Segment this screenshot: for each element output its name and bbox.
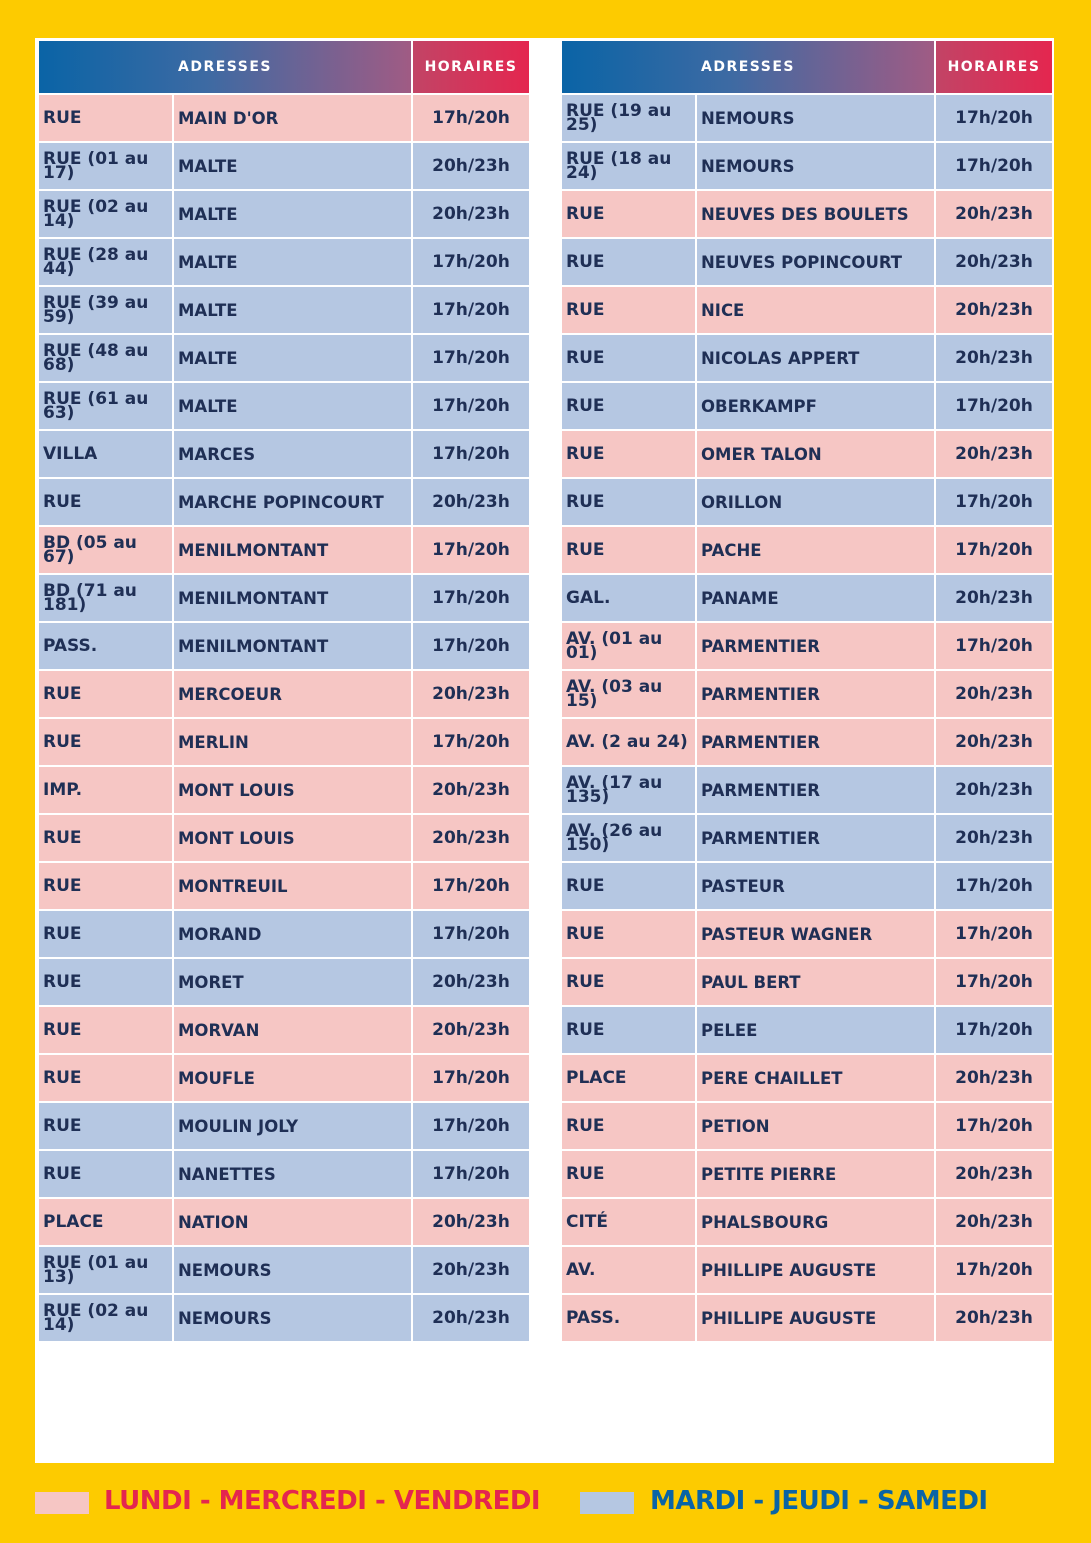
street-type-cell: RUE [561,1150,696,1198]
street-name-cell: NEMOURS [696,142,935,190]
street-name-cell: MERCOEUR [173,670,412,718]
street-type-cell: RUE [38,862,173,910]
table-row [561,526,1053,574]
hours-cell: 20h/23h [935,190,1053,238]
street-name-cell: PARMENTIER [696,670,935,718]
street-name-cell: MENILMONTANT [173,574,412,622]
table-row [38,862,530,910]
table-row [38,238,530,286]
street-type-cell: RUE [38,670,173,718]
street-name-cell: MORET [173,958,412,1006]
table-row [561,910,1053,958]
table-row [38,94,530,142]
street-type-cell: RUE [561,478,696,526]
street-type-cell: VILLA [38,430,173,478]
hours-cell: 17h/20h [412,574,530,622]
hours-cell: 17h/20h [412,238,530,286]
street-name-cell: PACHE [696,526,935,574]
table-row [561,1294,1053,1342]
table-row [38,286,530,334]
hours-cell: 17h/20h [412,622,530,670]
hours-cell: 20h/23h [412,958,530,1006]
street-type-cell: RUE (02 au 14) [38,190,173,238]
hours-cell: 17h/20h [412,526,530,574]
street-type-cell: RUE (19 au 25) [561,94,696,142]
street-name-cell: NEUVES POPINCOURT [696,238,935,286]
table-row [561,574,1053,622]
table-body-right [561,94,1053,1342]
street-name-cell: MALTE [173,238,412,286]
hours-cell: 17h/20h [935,958,1053,1006]
street-name-cell: MALTE [173,190,412,238]
table-row [561,430,1053,478]
hours-cell: 17h/20h [935,142,1053,190]
table-row [38,142,530,190]
table-row [38,670,530,718]
table-row [561,718,1053,766]
table-row [38,334,530,382]
hours-cell: 20h/23h [935,670,1053,718]
street-type-cell: BD (05 au 67) [38,526,173,574]
street-name-cell: NEMOURS [173,1294,412,1342]
street-type-cell: RUE (61 au 63) [38,382,173,430]
hours-cell: 20h/23h [935,1054,1053,1102]
street-name-cell: PETION [696,1102,935,1150]
hours-cell: 17h/20h [935,622,1053,670]
street-name-cell: PASTEUR WAGNER [696,910,935,958]
street-type-cell: RUE [38,958,173,1006]
table-row [561,334,1053,382]
street-type-cell: RUE [561,190,696,238]
hours-cell: 20h/23h [412,1198,530,1246]
street-type-cell: AV. (01 au 01) [561,622,696,670]
street-name-cell: MOUFLE [173,1054,412,1102]
street-type-cell: RUE (01 au 17) [38,142,173,190]
street-name-cell: PHILLIPE AUGUSTE [696,1294,935,1342]
street-type-cell: RUE [561,1006,696,1054]
street-type-cell: RUE [561,862,696,910]
street-name-cell: OBERKAMPF [696,382,935,430]
street-name-cell: MALTE [173,382,412,430]
street-name-cell: PARMENTIER [696,622,935,670]
table-row [38,910,530,958]
street-name-cell: MOULIN JOLY [173,1102,412,1150]
legend-blue-days: MARDI - JEUDI - SAMEDI [650,1486,988,1516]
table-row [561,1054,1053,1102]
street-type-cell: AV. (26 au 150) [561,814,696,862]
hours-cell: 20h/23h [412,190,530,238]
table-row [38,478,530,526]
hours-cell: 17h/20h [412,1102,530,1150]
header-addresses: ADRESSES [561,40,935,94]
street-name-cell: NICOLAS APPERT [696,334,935,382]
hours-cell: 17h/20h [412,334,530,382]
street-name-cell: MORVAN [173,1006,412,1054]
legend [0,1480,1091,1530]
hours-cell: 17h/20h [412,382,530,430]
table-row [561,1102,1053,1150]
table-row [561,238,1053,286]
table-row [561,190,1053,238]
street-name-cell: PHILLIPE AUGUSTE [696,1246,935,1294]
street-name-cell: NATION [173,1198,412,1246]
table-row [561,862,1053,910]
hours-cell: 20h/23h [935,718,1053,766]
hours-cell: 20h/23h [935,430,1053,478]
table-row [38,382,530,430]
street-name-cell: PETITE PIERRE [696,1150,935,1198]
hours-cell: 17h/20h [412,286,530,334]
hours-cell: 20h/23h [412,766,530,814]
table-row [561,622,1053,670]
table-row [561,670,1053,718]
header-hours: HORAIRES [935,40,1053,94]
table-row [38,1006,530,1054]
street-type-cell: AV. (17 au 135) [561,766,696,814]
street-type-cell: BD (71 au 181) [38,574,173,622]
street-name-cell: PAUL BERT [696,958,935,1006]
street-name-cell: PELEE [696,1006,935,1054]
street-type-cell: AV. [561,1246,696,1294]
hours-cell: 20h/23h [935,766,1053,814]
street-type-cell: CITÉ [561,1198,696,1246]
street-type-cell: RUE [561,910,696,958]
hours-cell: 20h/23h [412,1294,530,1342]
street-name-cell: MALTE [173,142,412,190]
table-row [38,430,530,478]
hours-cell: 17h/20h [935,1246,1053,1294]
street-type-cell: RUE [561,286,696,334]
hours-cell: 17h/20h [412,910,530,958]
hours-cell: 20h/23h [412,670,530,718]
street-name-cell: MALTE [173,286,412,334]
street-name-cell: ORILLON [696,478,935,526]
legend-swatch-pink [35,1492,89,1514]
header-addresses: ADRESSES [38,40,412,94]
street-name-cell: PARMENTIER [696,718,935,766]
hours-cell: 20h/23h [412,1006,530,1054]
table-row [561,1198,1053,1246]
hours-cell: 17h/20h [935,478,1053,526]
hours-cell: 17h/20h [412,430,530,478]
street-name-cell: MORAND [173,910,412,958]
table-row [38,718,530,766]
street-type-cell: PLACE [561,1054,696,1102]
table-row [38,1246,530,1294]
hours-cell: 20h/23h [935,814,1053,862]
street-name-cell: MONT LOUIS [173,814,412,862]
table-row [561,958,1053,1006]
street-type-cell: RUE (39 au 59) [38,286,173,334]
hours-cell: 20h/23h [412,478,530,526]
table-row [38,958,530,1006]
street-name-cell: MENILMONTANT [173,622,412,670]
street-type-cell: RUE [38,1054,173,1102]
table-row [561,766,1053,814]
street-type-cell: IMP. [38,766,173,814]
hours-cell: 20h/23h [935,334,1053,382]
hours-cell: 20h/23h [935,1198,1053,1246]
street-type-cell: RUE (02 au 14) [38,1294,173,1342]
street-name-cell: NICE [696,286,935,334]
schedule-table-left [37,39,531,1343]
street-type-cell: RUE [38,910,173,958]
street-type-cell: RUE (48 au 68) [38,334,173,382]
street-type-cell: PASS. [38,622,173,670]
street-name-cell: OMER TALON [696,430,935,478]
schedule-table-right [560,39,1054,1343]
table-row [561,478,1053,526]
hours-cell: 17h/20h [412,1054,530,1102]
table-row [38,814,530,862]
hours-cell: 20h/23h [935,1150,1053,1198]
street-name-cell: PASTEUR [696,862,935,910]
legend-pink-days: LUNDI - MERCREDI - VENDREDI [104,1486,541,1516]
table-row [38,766,530,814]
hours-cell: 17h/20h [935,382,1053,430]
street-type-cell: RUE (18 au 24) [561,142,696,190]
street-type-cell: RUE [38,478,173,526]
street-type-cell: RUE [38,814,173,862]
street-type-cell: RUE [38,1006,173,1054]
street-name-cell: PERE CHAILLET [696,1054,935,1102]
street-type-cell: RUE [38,1102,173,1150]
table-row [38,1198,530,1246]
street-name-cell: MARCHE POPINCOURT [173,478,412,526]
table-row [38,1294,530,1342]
street-type-cell: GAL. [561,574,696,622]
table-row [561,94,1053,142]
hours-cell: 17h/20h [935,526,1053,574]
street-type-cell: RUE (01 au 13) [38,1246,173,1294]
street-name-cell: PARMENTIER [696,814,935,862]
hours-cell: 20h/23h [935,574,1053,622]
street-name-cell: PARMENTIER [696,766,935,814]
header-hours: HORAIRES [412,40,530,94]
table-header-row [561,40,1053,94]
street-type-cell: RUE [561,958,696,1006]
street-name-cell: MENILMONTANT [173,526,412,574]
hours-cell: 20h/23h [412,142,530,190]
street-name-cell: NANETTES [173,1150,412,1198]
table-row [561,814,1053,862]
street-name-cell: NEMOURS [696,94,935,142]
street-name-cell: MONTREUIL [173,862,412,910]
table-row [38,1150,530,1198]
table-row [561,1150,1053,1198]
street-type-cell: RUE [561,1102,696,1150]
table-row [561,1246,1053,1294]
hours-cell: 17h/20h [935,94,1053,142]
table-header-row [38,40,530,94]
legend-swatch-blue [580,1492,634,1514]
table-row [38,190,530,238]
street-name-cell: PHALSBOURG [696,1198,935,1246]
hours-cell: 17h/20h [935,910,1053,958]
table-row [38,1054,530,1102]
street-name-cell: PANAME [696,574,935,622]
table-row [561,286,1053,334]
table-row [561,142,1053,190]
hours-cell: 17h/20h [935,1102,1053,1150]
hours-cell: 17h/20h [412,94,530,142]
street-type-cell: RUE [561,382,696,430]
street-name-cell: MONT LOUIS [173,766,412,814]
hours-cell: 17h/20h [412,1150,530,1198]
hours-cell: 20h/23h [412,814,530,862]
street-type-cell: RUE [561,238,696,286]
hours-cell: 20h/23h [935,286,1053,334]
street-name-cell: MERLIN [173,718,412,766]
table-row [561,1006,1053,1054]
street-type-cell: RUE [38,1150,173,1198]
street-type-cell: RUE (28 au 44) [38,238,173,286]
hours-cell: 17h/20h [935,1006,1053,1054]
table-row [38,526,530,574]
schedule-sheet [35,38,1054,1463]
street-name-cell: MARCES [173,430,412,478]
street-name-cell: NEUVES DES BOULETS [696,190,935,238]
street-type-cell: RUE [561,430,696,478]
street-type-cell: RUE [38,718,173,766]
table-row [38,622,530,670]
table-body-left [38,94,530,1342]
street-type-cell: RUE [561,334,696,382]
table-row [38,574,530,622]
hours-cell: 20h/23h [412,1246,530,1294]
street-type-cell: AV. (2 au 24) [561,718,696,766]
hours-cell: 20h/23h [935,238,1053,286]
hours-cell: 20h/23h [935,1294,1053,1342]
street-type-cell: RUE [561,526,696,574]
hours-cell: 17h/20h [412,862,530,910]
table-row [561,382,1053,430]
street-type-cell: AV. (03 au 15) [561,670,696,718]
street-name-cell: MALTE [173,334,412,382]
street-name-cell: NEMOURS [173,1246,412,1294]
table-row [38,1102,530,1150]
hours-cell: 17h/20h [412,718,530,766]
street-type-cell: RUE [38,94,173,142]
hours-cell: 17h/20h [935,862,1053,910]
street-type-cell: PASS. [561,1294,696,1342]
street-name-cell: MAIN D'OR [173,94,412,142]
street-type-cell: PLACE [38,1198,173,1246]
